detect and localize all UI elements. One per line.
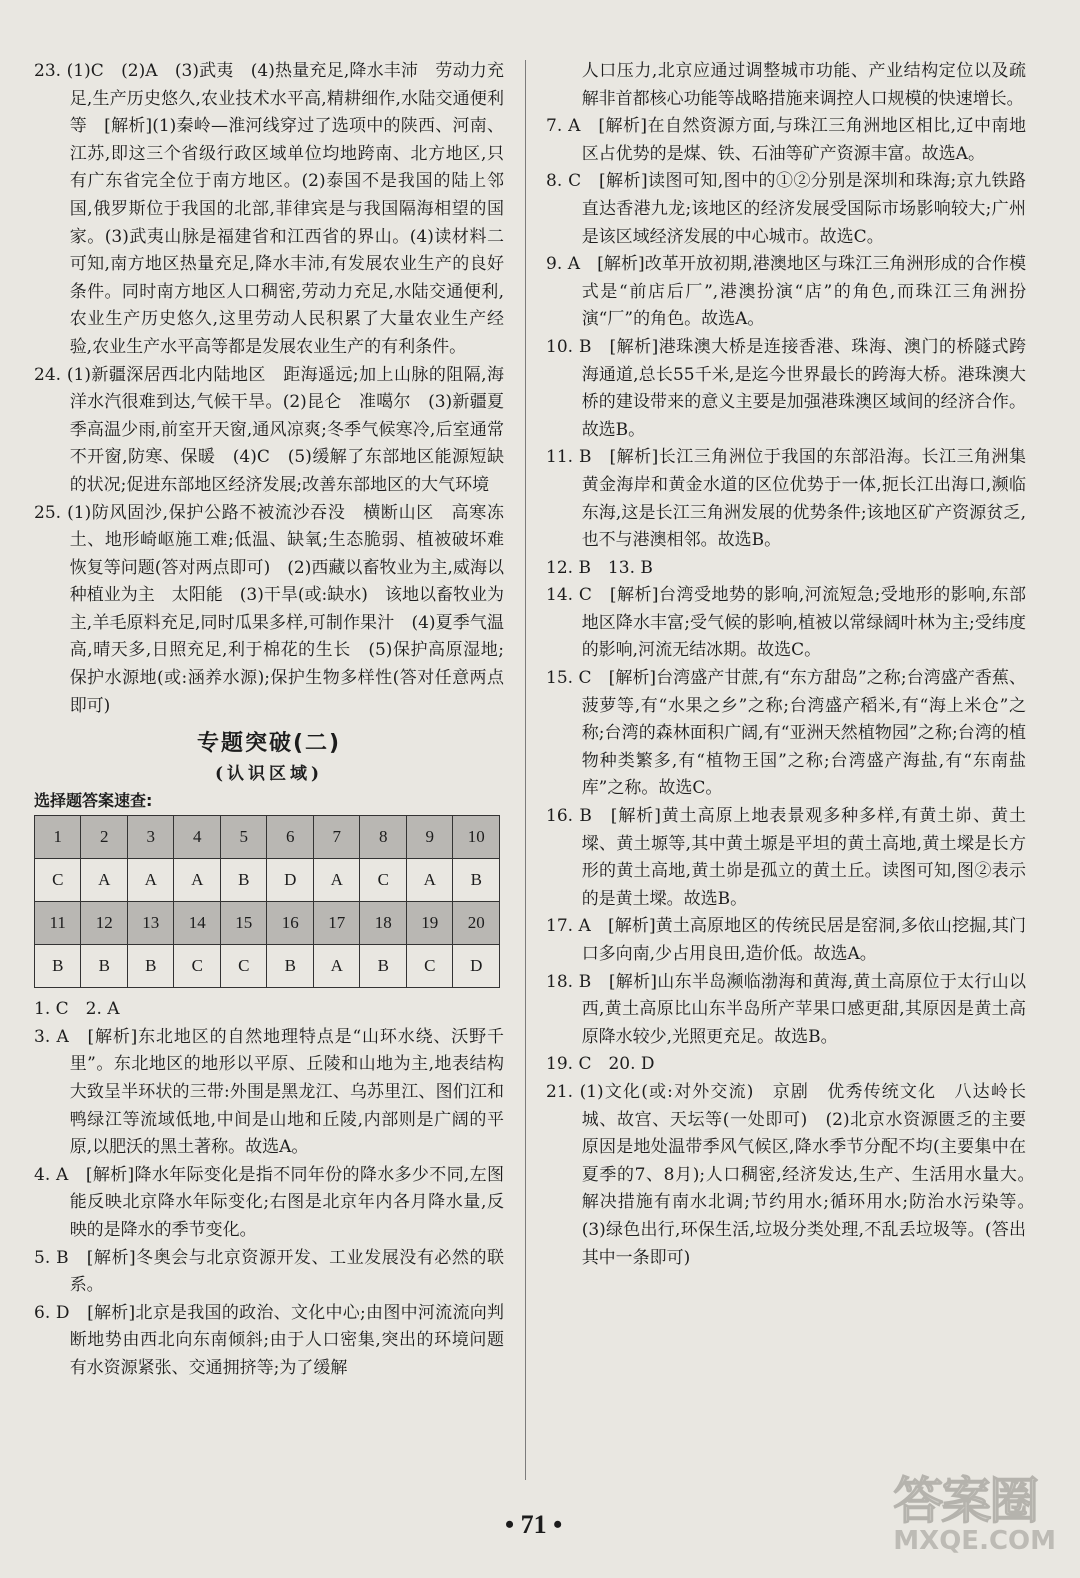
answer-item: 人口压力,北京应通过调整城市功能、产业结构定位以及疏解非首都核心功能等战略措施来调控人口规模的快速增长。 <box>581 61 1026 109</box>
answer-cell: A <box>174 859 221 902</box>
answer-item: 25. (1)防风固沙,保护公路不被流沙吞没 横断山区 高寒冻土、地形崎岖施工难;低温、缺氧;生态脆弱、植被破坏难恢复等问题(答对两点即可) (2)西藏以畜牧业为主,威海以种植业为主 太阳能 (3)干旱(或:缺水) 该地以畜牧业为主,羊毛原料充足,同时瓜果多样,可制作果汁 (4)夏季气温高,晴天多,日照充足,利于棉花的生长 (5)保护高原湿地;保护水源地(或:涵养水源);保护生物多样性(答对任意两点即可) <box>34 502 504 716</box>
answer-item: 7. A [解析]在自然资源方面,与珠江三角洲地区相比,辽中南地区占优势的是煤、铁、石油等矿产资源丰富。故选A。 <box>546 116 1026 164</box>
answer-item: 11. B [解析]长江三角洲位于我国的东部沿海。长江三角洲集黄金海岸和黄金水道的区位优势于一体,扼长江出海口,濒临东海,这是长江三角洲发展的优势条件;该地区矿产资源贫乏,也不与港澳相邻。故选B。 <box>546 447 1026 551</box>
answer-cell: B <box>81 945 128 988</box>
column-divider <box>525 60 526 1480</box>
answer-table-answers-row-2 <box>35 945 500 988</box>
question-number-cell: 11 <box>35 902 81 945</box>
answer-item: 18. B [解析]山东半岛濒临渤海和黄海,黄土高原位于太行山以西,黄土高原比山东半岛所产苹果口感更甜,其原因是黄土高原降水较少,光照更充足。故选B。 <box>546 971 1026 1047</box>
answer-item: 1. C 2. A <box>34 999 120 1020</box>
question-number-cell: 9 <box>406 816 453 859</box>
answer-cell: D <box>267 859 314 902</box>
answer-item: 16. B [解析]黄土高原上地表景观多种多样,有黄土峁、黄土墚、黄土塬等,其中黄土塬是平坦的黄土高地,黄土墚是长方形的黄土高地,黄土峁是孤立的黄土丘。读图可知,图②表示的是黄土墚。故选B。 <box>546 806 1026 909</box>
question-number-cell: 19 <box>406 902 453 945</box>
answer-cell: A <box>313 945 360 988</box>
question-number-cell: 4 <box>174 816 221 859</box>
answer-item: 6. D [解析]北京是我国的政治、文化中心;由图中河流流向判断地势由西北向东南倾斜;由于人口密集,突出的环境问题有水资源紧张、交通拥挤等;为了缓解 <box>34 1302 504 1378</box>
question-number-cell: 18 <box>360 902 407 945</box>
question-number-cell: 1 <box>35 816 81 859</box>
question-number-cell: 16 <box>267 902 314 945</box>
question-number-cell: 5 <box>220 816 267 859</box>
answer-cell: C <box>406 945 453 988</box>
answer-cell: A <box>313 859 360 902</box>
question-number-cell: 15 <box>220 902 267 945</box>
answer-table-numbers-row-2 <box>35 902 500 945</box>
page-number: • 71 • <box>505 1510 563 1539</box>
answer-table-numbers-row-1 <box>35 816 500 859</box>
answer-item: 14. C [解析]台湾受地势的影响,河流短急;受地形的影响,东部地区降水丰富;受气候的影响,植被以常绿阔叶林为主;受纬度的影响,河流无结冰期。故选C。 <box>546 585 1026 661</box>
answer-cell: B <box>267 945 314 988</box>
answer-item: 21. (1)文化(或:对外交流) 京剧 优秀传统文化 八达岭长城、故宫、天坛等(一处即可) (2)北京水资源匮乏的主要原因是地处温带季风气候区,降水季节分配不均(主要集中在夏季的7、8月);人口稠密,经济发达,生产、生活用水量大。 解决措施有南水北调;节约用水;循环用水;防治水污染等。 (3)绿色出行,环保生活,垃圾分类处理,不乱丢垃圾等。(答出其中一条即可) <box>546 1081 1043 1268</box>
answer-cell: C <box>174 945 221 988</box>
answer-item: 17. A [解析]黄土高原地区的传统民居是窑洞,多依山挖掘,其门口多向南,少占用良田,造价低。故选A。 <box>546 916 1026 964</box>
right-answers <box>546 58 1043 1272</box>
question-number-cell: 12 <box>81 902 128 945</box>
answer-cell: C <box>360 859 407 902</box>
left-bottom-answers <box>34 996 504 1382</box>
answer-item: 3. A [解析]东北地区的自然地理特点是“山环水绕、沃野千里”。东北地区的地形以平原、丘陵和山地为主,地表结构大致呈半环状的三带:外围是黑龙江、乌苏里江、图们江和鸭绿江等流域低地,中间是山地和丘陵,内部则是广阔的平原,以肥沃的黑土著称。故选A。 <box>34 1026 504 1158</box>
answer-cell: C <box>35 859 81 902</box>
answer-cell: B <box>360 945 407 988</box>
answer-item: 24. (1)新疆深居西北内陆地区 距海遥远;加上山脉的阻隔,海洋水汽很难到达,气候干旱。(2)昆仑 准噶尔 (3)新疆夏季高温少雨,前室开天窗,通风凉爽;冬季气候寒冷,后室通常不开窗,防寒、保暖 (4)C (5)缓解了东部地区能源短缺的状况;促进东部地区经济发展;改善东部地区的大气环境 <box>34 364 504 495</box>
answer-cell: C <box>220 945 267 988</box>
watermark-url: MXQE.COM <box>893 1526 1056 1556</box>
answer-cell: B <box>220 859 267 902</box>
answer-cell: D <box>453 945 500 988</box>
answer-cell: B <box>127 945 174 988</box>
section-subtitle: (认识区域) <box>214 764 324 785</box>
question-number-cell: 13 <box>127 902 174 945</box>
answer-table <box>34 815 500 988</box>
answer-item: 4. A [解析]降水年际变化是指不同年份的降水多少不同,左图能反映北京降水年际变化;右图是北京年内各月降水量,反映的是降水的季节变化。 <box>34 1164 504 1240</box>
section-title: 专题突破(二) <box>196 731 342 757</box>
watermark-logo <box>893 1472 1056 1556</box>
left-column <box>34 58 504 1383</box>
answer-item: 15. C [解析]台湾盛产甘蔗,有“东方甜岛”之称;台湾盛产香蕉、菠萝等,有“水果之乡”之称;台湾盛产稻米,有“海上米仓”之称;台湾的森林面积广阔,有“亚洲天然植物园”之称;台湾的植物种类繁多,有“植物王国”之称;台湾盛产海盐,有“东南盐库”之称。故选C。 <box>546 668 1026 799</box>
question-number-cell: 20 <box>453 902 500 945</box>
left-top-answers <box>34 58 504 720</box>
answer-item: 10. B [解析]港珠澳大桥是连接香港、珠海、澳门的桥隧式跨海通道,总长55千米,是迄今世界最长的跨海大桥。港珠澳大桥的建设带来的意义主要是加强港珠澳区域间的经济合作。故选B。 <box>546 336 1026 440</box>
answer-item: 5. B [解析]冬奥会与北京资源开发、工业发展没有必然的联系。 <box>34 1247 504 1296</box>
answer-cell: A <box>127 859 174 902</box>
answer-item: 19. C 20. D <box>546 1054 655 1075</box>
question-number-cell: 10 <box>453 816 500 859</box>
quick-answer-label: 选择题答案速查: <box>34 791 153 811</box>
answer-item: 12. B 13. B <box>546 557 653 578</box>
watermark-text: 答案圈 <box>893 1472 1038 1530</box>
answer-cell: B <box>35 945 81 988</box>
answer-item: 8. C [解析]读图可知,图中的①②分别是深圳和珠海;京九铁路直达香港九龙;该地区的经济发展受国际市场影响较大;广州是该区域经济发展的中心城市。故选C。 <box>546 171 1026 247</box>
right-column <box>546 58 1043 1272</box>
question-number-cell: 3 <box>127 816 174 859</box>
answer-item: 23. (1)C (2)A (3)武夷 (4)热量充足,降水丰沛 劳动力充足,生产历史悠久,农业技术水平高,精耕细作,水陆交通便利等 [解析](1)秦岭—淮河线穿过了选项中的陕西、河南、江苏,即这三个省级行政区域单位均地跨南、北方地区,只有广东省完全位于南方地区。(2)泰国不是我国的陆上邻国,俄罗斯位于我国的北部,菲律宾是与我国隔海相望的国家。(3)武夷山脉是福建省和江西省的界山。(4)读材料二可知,南方地区热量充足,降水丰沛,有发展农业生产的良好条件。同时南方地区人口稠密,劳动力充足,水陆交通便利,农业生产历史悠久,这里劳动人民积累了大量农业生产经验,农业生产水平高等都是发展农业生产的有利条件。 <box>34 61 504 357</box>
answer-cell: B <box>453 859 500 902</box>
answer-cell: A <box>81 859 128 902</box>
question-number-cell: 6 <box>267 816 314 859</box>
question-number-cell: 2 <box>81 816 128 859</box>
answer-table-answers-row-1 <box>35 859 500 902</box>
question-number-cell: 7 <box>313 816 360 859</box>
question-number-cell: 17 <box>313 902 360 945</box>
answer-item: 9. A [解析]改革开放初期,港澳地区与珠江三角洲形成的合作模式是“前店后厂”,港澳扮演“店”的角色,而珠江三角洲扮演“厂”的角色。故选A。 <box>546 254 1026 330</box>
answer-cell: A <box>406 859 453 902</box>
question-number-cell: 8 <box>360 816 407 859</box>
question-number-cell: 14 <box>174 902 221 945</box>
